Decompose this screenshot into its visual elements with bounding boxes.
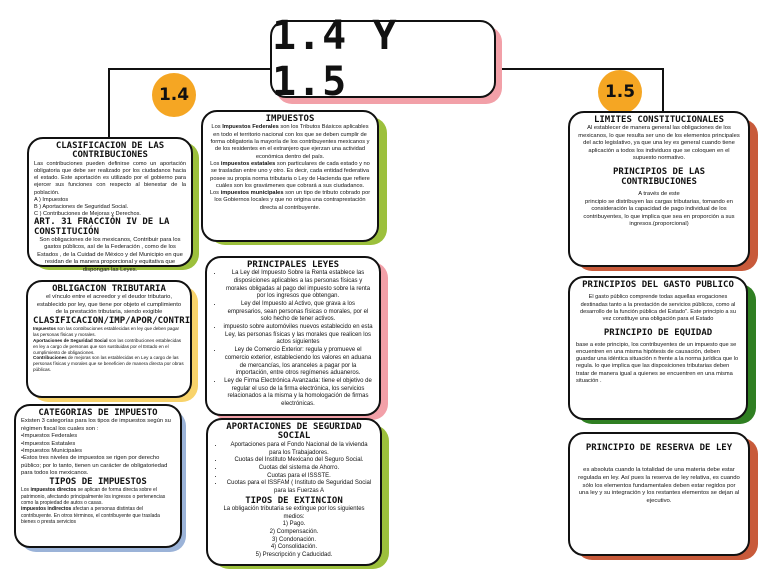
gasto-text: El gasto público comprende todas aquellas erogaciones destinadas tanto a la prestación de servicios públicos, como al desarrollo de la función pública del Estado". Este principio a su vez constituye una obligación para el Estado — [580, 294, 736, 322]
leyes-card — [205, 256, 381, 416]
limites-text: Al establecer de manera general las obligaciones de los mexicanos, lo que resulta ser uno de los elementos principales del acto legislativo, ya que una ley es general cuando tiene aplicación a todos los individuos que se coloquen en el supuesto normativo. — [578, 125, 740, 162]
estatales-term: impuestos estatales — [220, 160, 276, 167]
municipales-term: impuestos municipales — [220, 190, 284, 197]
clasificacion-card — [27, 137, 193, 273]
gasto-heading: PRINCIPIOS DEL GASTO PUBLICO — [582, 280, 734, 290]
categorias-item: •Estos tres niveles de impuestos se rigen por derecho público; por lo tanto, tienen un carácter de obligatoriedad para todos los mexicanos. — [21, 455, 168, 477]
categorias-item: •Impuestos Federales — [21, 433, 78, 440]
aportacion-item: • Cuotas para el ISSFAM ( Instituto de Seguridad Social para las Fuerzas A — [224, 480, 374, 495]
ley-item: • Ley de Comercio Exterior: regula y promueve el comercio exterior, estableciendo los valores en aduana de mercancías, los aranceles a pagar por la importación, entre otros regímenes aduaneros. — [223, 347, 373, 378]
extincion-item: 4) Consolidación. — [270, 544, 318, 551]
limites-card — [568, 111, 750, 267]
clasificacion-item: A ) Impuestos — [34, 196, 69, 203]
obligacion-heading: OBLIGACION TRIBUTARIA — [52, 284, 166, 294]
aportacion-item: • Cuotas del Instituto Mexicano del Seguro Social. — [224, 457, 374, 465]
categorias-card: CATEGORIAS DE IMPUESTO Existen 3 categorías para los tipos de impuestos según su régimen fiscal los cuales son : •Impuestos Federales •Impuestos Estatales •Impuestos Municipales •Estos tres niveles de impuestos se rigen por derecho público; por lo tanto, tienen un carácter de obligatoriedad para todos los mexicanos. TIPOS DE IMPUESTOS Los impuestos directos se aplican de forma directa sobre el patrimonio, afectando principalmente los ingresos o pertenencias como la propiedad de autos o casas. impuestos indirectos afectan a personas distintas del contribuyente. En otros términos, el contribuyente que traslada bienes o presta servicios — [14, 404, 182, 548]
aportaciones-def: son las contribuciones establecidas en ley a cargo de personas que son sustituidas por el Estado en el cumplimiento de obligaciones. — [33, 337, 182, 355]
equidad-text: base a este principio, los contribuyentes de un impuesto que se encuentren en una misma hipótesis de causación, deben guardar una idéntica situación n frente a la norma jurídica que lo regula. lo que implica que las disposiciones tributarias deben tratar de manera igual a quienes se encuentren en una misma situación . — [576, 341, 739, 384]
equidad-heading: PRINCIPIO DE EQUIDAD — [603, 328, 713, 339]
aportaciones-card — [206, 418, 382, 566]
categorias-item: •Impuestos Municipales — [21, 448, 82, 455]
federales-def: son los Tributos Básicos aplicables en todo el territorio nacional con los que se deben cumplir de forma obligatoria la mayoría de los contribuyentes mexicanos y de los residentes en el extranjero que ejerzan una actividad económica dentro del país. — [210, 124, 370, 160]
page-title: 1.4 Y 1.5 — [272, 13, 398, 105]
principios-text-b: principio se distribuyen las cargas tributarias, tomando en consideración la capacidad de pago individual de los contribuyentes, lo que implica que sea en proporción a sus ingresos.(proporcional) — [583, 198, 735, 227]
ley-item: • Ley de Firma Electrónica Avanzada: tiene el objetivo de regular el uso de la firma electrónica, los servicios relacionados a la misma y la homologación de firmas electrónicas. — [223, 378, 373, 409]
obligacion-card — [26, 280, 192, 398]
clasificacion-imp-heading: CLASIFICACION/IMP/APOR/CONTRI — [33, 315, 191, 326]
leyes-list — [213, 270, 373, 408]
extincion-item: 3) Condonación. — [271, 536, 317, 543]
aportaciones-heading: APORTACIONES DE SEGURIDAD SOCIAL — [226, 422, 362, 442]
municipales-def: son un tipo de tributo cobrado por los Gobiernos locales y que no origina una contraprestación directa al contribuyente. — [214, 190, 371, 211]
articulo-heading: ART. 31 FRACCIÓN IV DE LA CONSTITUCIÓN — [34, 217, 170, 237]
connector-line — [496, 68, 664, 70]
connector-line — [108, 68, 272, 70]
clasificacion-item: B ) Aportaciones de Seguridad Social. — [34, 203, 129, 210]
contribuciones-def: de mejoras son las establecidas en Ley a cargo de las personas físicas y morales que se beneficien de manera directa por obras públicas. — [33, 355, 184, 373]
contribuciones-term: Contribuciones — [33, 355, 67, 361]
ley-item: • La Ley del Impuesto Sobre la Renta establece las disposiciones aplicables a las personas físicas y morales obligadas al pago del impuesto sobre la renta por los ingresos que obtengan. — [223, 270, 373, 301]
indirectos-def: afectan a personas distintas del contribuyente. En otros términos, el contribuyente que traslada bienes o presta servicios — [21, 506, 160, 526]
impuestos-def: son las contribuciones establecidas en ley que deben pagar las personas físicas y morales. — [33, 326, 180, 337]
tipos-impuestos-heading: TIPOS DE IMPUESTOS — [49, 476, 147, 487]
clasificacion-heading: CLASIFICACION DE LAS CONTRIBUCIONES — [55, 141, 165, 161]
principios-text-a: A través de este — [638, 191, 680, 198]
directos-term: impuestos directos — [30, 487, 77, 494]
aportacion-item: • Aportaciones para el Fondo Nacional de la vivienda para los Trabajadores. — [224, 442, 374, 457]
indirectos-term: impuestos indirectos — [21, 506, 72, 513]
extincion-intro: La obligación tributaria se extingue por los siguientes medios: — [223, 506, 365, 520]
directos-def: se aplican de forma directa sobre el patrimonio, afectando principalmente los ingresos o pertenencias como la propiedad de autos o casas. — [21, 487, 166, 506]
extincion-item: 2) Compensación. — [269, 529, 319, 536]
clasificacion-item: C ) Contribuciones de Mejoras y Derechos. — [34, 210, 141, 217]
reserva-text: es absoluta cuando la totalidad de una materia debe estar regulada en ley. Así pues la reserva de ley relativa, es cuando sólo los elementos fundamentales deben estar regidos por una ley y su integración y los restantes elementos se dejan al ejecutivo. — [578, 467, 740, 504]
articulo-text: Son obligaciones de los mexicanos, Contribuir para los gastos públicos, así de la Federación , como de los Estados , de la Cuidad de México y del Municipio en que residan de la manera proporcional y equitativa que dispongan las Leyes. — [37, 237, 183, 273]
aportacion-item: • Cuotas para el ISSSTE. — [224, 473, 374, 481]
connector-line — [108, 68, 110, 140]
impuestos-term: Impuestos — [33, 326, 56, 332]
federales-term: Impuestos Federales — [222, 124, 279, 131]
clasificacion-intro: Las contribuciones pueden definirse como un aportación obligatoria que debe ser realizado por los ciudadanos hacia el estado. Este aportación es utilizado por el gobierno para ejercer sus funciones con respecto al bienestar de la población. — [34, 160, 186, 196]
connector-line — [662, 68, 664, 112]
leyes-heading: PRINCIPALES LEYES — [246, 260, 340, 270]
obligacion-text: el vínculo entre el acreedor y el deudor tributario, establecido por ley, que tiene por objeto el cumplimiento de la prestación tributaria, siendo exigible — [36, 294, 182, 316]
estatales-def: son particulares de cada estado y no se trasladan entre uno y otro. Es decir, cada entidad federativa posee su propia norma tributaria o Ley de Hacienda que refiere cuáles son los gravámenes que cobrará a sus ciudadanos. — [210, 160, 370, 189]
categorias-heading: CATEGORIAS DE IMPUESTO — [38, 408, 158, 418]
reserva-heading: PRINCIPIO DE RESERVA DE LEY — [585, 443, 733, 453]
ley-item: • Ley del Impuesto al Activo, que grava a los empresarios, sean personas físicas o morales, por el solo hecho de tener activos. — [223, 301, 373, 324]
limites-heading: LIMITES CONSTITUCIONALES — [593, 115, 725, 125]
gasto-card — [568, 276, 748, 420]
aportacion-item: • Cuotas del sistema de Ahorro. — [224, 465, 374, 473]
categorias-intro: Existen 3 categorías para los tipos de impuestos según su régimen fiscal los cuales son : — [21, 418, 171, 432]
principios-contribuciones-heading: PRINCIPIOS DE LAS CONTRIBUCIONES — [612, 167, 706, 187]
categorias-item: •Impuestos Estatales — [21, 440, 76, 447]
aportaciones-term: Aportaciones de Seguridad Social — [33, 337, 108, 343]
impuestos-card: IMPUESTOS Los Impuestos Federales son los Tributos Básicos aplicables en todo el territorio nacional con los que se deben cumplir de forma obligatoria la mayoría de los contribuyentes mexicanos y de los residentes en el extranjero que ejerzan una actividad económica dentro del país. Los impuestos estatales son particulares de cada estado y no se trasladan entre uno y otro. Es decir, cada entidad federativa posee su propia norma tributaria o Ley de Hacienda que refiere cuáles son los gravámenes que cobrará a sus ciudadanos. Los impuestos municipales son un tipo de tributo cobrado por los Gobiernos locales y que no origina una contraprestación directa al contribuyente. — [201, 110, 379, 242]
section-badge-right: 1.5 — [598, 70, 642, 114]
title-box — [270, 13, 496, 105]
reserva-card — [568, 432, 750, 556]
extincion-heading: TIPOS DE EXTINCION — [245, 495, 343, 506]
aportaciones-list — [214, 442, 374, 496]
extincion-item: 5) Prescripción y Caducidad. — [255, 552, 333, 559]
ley-item: • impuesto sobre automóviles nuevos establecido en esta Ley, las personas físicas y las morales que realicen los actos siguientes — [223, 324, 373, 347]
section-badge-left: 1.4 — [152, 73, 196, 117]
extincion-item: 1) Pago. — [282, 521, 306, 528]
impuestos-heading: IMPUESTOS — [265, 114, 315, 124]
